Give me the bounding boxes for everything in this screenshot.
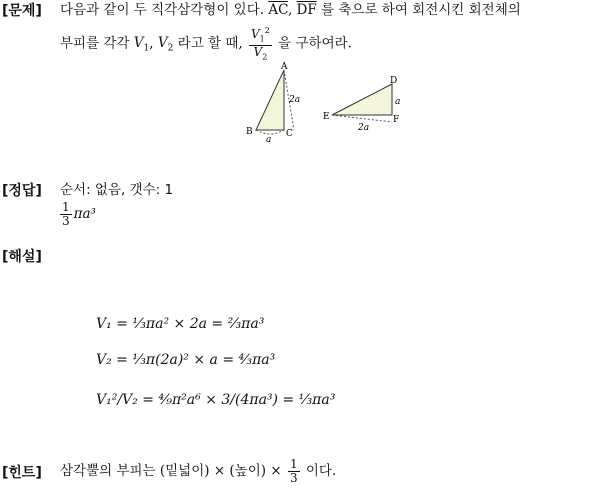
answer-label: [정답] [2, 183, 42, 199]
problem-line-2: 부피를 각각 $V_1$, $V_2$ 라고 할 때, $\frac{V_1^2}{V_2}$ 을 구하여라. [60, 26, 352, 62]
triangle-def [332, 84, 392, 115]
answer-fraction: $\frac{1}{3}$ [62, 200, 70, 228]
answer-line-1: 순서: 없음, 갯수: 1 [60, 182, 174, 198]
label-a-base: a [266, 135, 272, 145]
v1-symbol: $V_1$ [133, 35, 150, 55]
vertex-f: F [393, 115, 400, 125]
label-2a-base: 2a [358, 123, 370, 133]
segment-ac: $\overline{AC}$ [268, 2, 288, 18]
triangle-abc [256, 70, 284, 130]
triangle-figures [240, 60, 420, 145]
hint-label: [힌트] [2, 465, 42, 481]
dashed-arc-abc [256, 130, 284, 134]
vertex-a: A [281, 62, 288, 72]
vertex-b: B [246, 127, 253, 137]
problem-label: [문제] [2, 3, 42, 19]
vertex-c: C [286, 129, 293, 139]
problem-text-2: 를 축으로 하여 회전시킨 회전체의 [321, 2, 521, 18]
equation-v1: V₁ = ⅓πa² × 2a = ⅔πa³ [96, 316, 265, 332]
vertex-d: D [390, 76, 398, 86]
vertex-e: E [323, 112, 330, 122]
explanation-label: [해설] [2, 249, 42, 265]
problem-text-3: 부피를 각각 [60, 35, 130, 52]
problem-text-1: 다음과 같이 두 직각삼각형이 있다. [60, 2, 265, 18]
hint-fraction: $\frac{1}{3}$ [289, 457, 298, 485]
answer-tail: πa³ [73, 206, 96, 222]
answer-value [58, 201, 96, 228]
dashed-side-def [332, 115, 392, 122]
problem-text-5: 을 구하여라. [278, 35, 352, 52]
problem-line-1: 다음과 같이 두 직각삼각형이 있다. $\overline{AC}$, $\overline{DF}$ 를 축으로 하여 회전시킨 회전체의 [60, 2, 521, 18]
segment-df: $\overline{DF}$ [296, 2, 317, 18]
equation-v2: V₂ = ⅓π(2a)² × a = ⁴⁄₃πa³ [96, 352, 276, 368]
v2-symbol: $V_2$ [157, 35, 174, 55]
ratio-fraction: $\frac{V_1^2}{V_2}$ [251, 26, 270, 62]
problem-text-4: 라고 할 때, [177, 35, 243, 52]
label-a-vertical: a [395, 97, 401, 107]
equation-ratio: V₁²/V₂ = ⁴⁄₉π²a⁶ × 3/(4πa³) = ⅓πa³ [96, 392, 336, 408]
label-2a-vertical: 2a [289, 95, 301, 105]
hint-text: 삼각뿔의 부피는 (밑넓이) × (높이) × $\frac{1}{3}$ 이다. [60, 457, 337, 485]
